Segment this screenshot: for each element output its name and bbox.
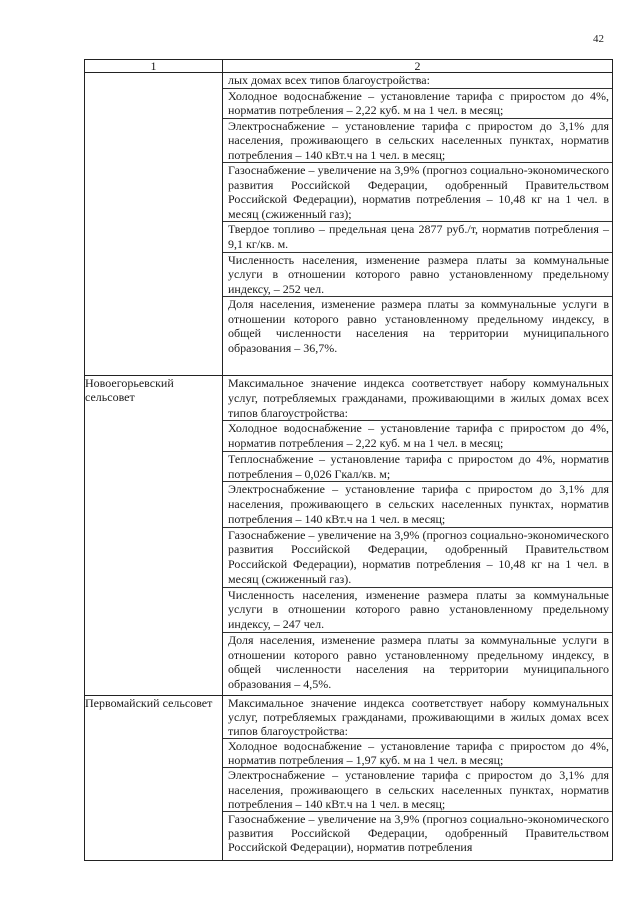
index-description <box>223 696 613 861</box>
table-row <box>85 73 613 376</box>
paragraph: Доля населения, изменение размера платы за коммунальные услуги в отношении которого равно установленному предельному индексу, в общей численности населения на территории муниципального образования – 4,5%. <box>223 632 612 692</box>
paragraph: Численность населения, изменение размера платы за коммунальные услуги в отношении которого равно установленному предельному индексу, – 247 чел. <box>223 587 612 632</box>
paragraph: лых домах всех типов благоустройства: <box>228 73 430 87</box>
indices-table <box>84 59 613 861</box>
paragraph: Максимальное значение индекса соответствует набору коммунальных услуг, потребляемых гражданами, проживающими в жилых домах всех типов благоустройства: <box>228 696 609 739</box>
municipality-name: Первомайский сельсовет <box>85 696 223 861</box>
paragraph: Теплоснабжение – установление тарифа с приростом до 4%, норматив потребления – 0,026 Гкал/кв. м; <box>223 451 612 482</box>
table-header-row <box>85 60 613 73</box>
paragraph: Газоснабжение – увеличение на 3,9% (прогноз социально-экономического развития Российской Федерации, одобренный Правительством Российской Федерации), норматив потребления <box>223 811 612 854</box>
paragraph: Газоснабжение – увеличение на 3,9% (прогноз социально-экономического развития Российской Федерации, одобренный Правительством Российской Федерации), норматив потребления – 10,48 кг на 1 чел. в месяц (сжиженный газ). <box>223 527 612 587</box>
paragraph: Максимальное значение индекса соответствует набору коммунальных услуг, потребляемых гражданами, проживающими в жилых домах всех типов благоустройства: <box>228 376 609 420</box>
table-row <box>85 376 613 696</box>
table-row <box>85 696 613 861</box>
index-description <box>223 73 613 376</box>
column-header-2: 2 <box>223 60 613 73</box>
paragraph: Холодное водоснабжение – установление тарифа с приростом до 4%, норматив потребления – 1,97 куб. м на 1 чел. в месяц; <box>223 738 612 767</box>
index-description <box>223 376 613 696</box>
paragraph: Доля населения, изменение размера платы за коммунальные услуги в отношении которого равно установленному предельному индексу, в общей численности населения на территории муниципального образования – 36,7%. <box>223 296 612 355</box>
paragraph: Электроснабжение – установление тарифа с приростом до 3,1% для населения, проживающего в сельских населенных пунктах, норматив потребления – 140 кВт.ч на 1 чел. в месяц; <box>223 118 612 163</box>
paragraph: Электроснабжение – установление тарифа с приростом до 3,1% для населения, проживающего в сельских населенных пунктах, норматив потребления – 140 кВт.ч на 1 чел. в месяц; <box>223 481 612 526</box>
paragraph: Газоснабжение – увеличение на 3,9% (прогноз социально-экономического развития Российской Федерации, одобренный Правительством Российской Федерации), норматив потребления – 10,48 кг на 1 чел. в месяц (сжиженный газ); <box>223 162 612 221</box>
paragraph: Численность населения, изменение размера платы за коммунальные услуги в отношении которого равно установленному предельному индексу, – 252 чел. <box>223 252 612 297</box>
paragraph: Холодное водоснабжение – установление тарифа с приростом до 4%, норматив потребления – 2,22 куб. м на 1 чел. в месяц; <box>223 420 612 451</box>
paragraph: Холодное водоснабжение – установление тарифа с приростом до 4%, норматив потребления – 2,22 куб. м на 1 чел. в месяц; <box>223 88 612 118</box>
municipality-name <box>85 73 223 376</box>
column-header-1: 1 <box>85 60 223 73</box>
municipality-name: Новоегорьевский сельсовет <box>85 376 223 696</box>
page-number: 42 <box>593 33 604 45</box>
paragraph: Электроснабжение – установление тарифа с приростом до 3,1% для населения, проживающего в сельских населенных пунктах, норматив потребления – 140 кВт.ч на 1 чел. в месяц; <box>223 767 612 810</box>
paragraph: Твердое топливо – предельная цена 2877 руб./т, норматив потребления – 9,1 кг/кв. м. <box>223 221 612 251</box>
